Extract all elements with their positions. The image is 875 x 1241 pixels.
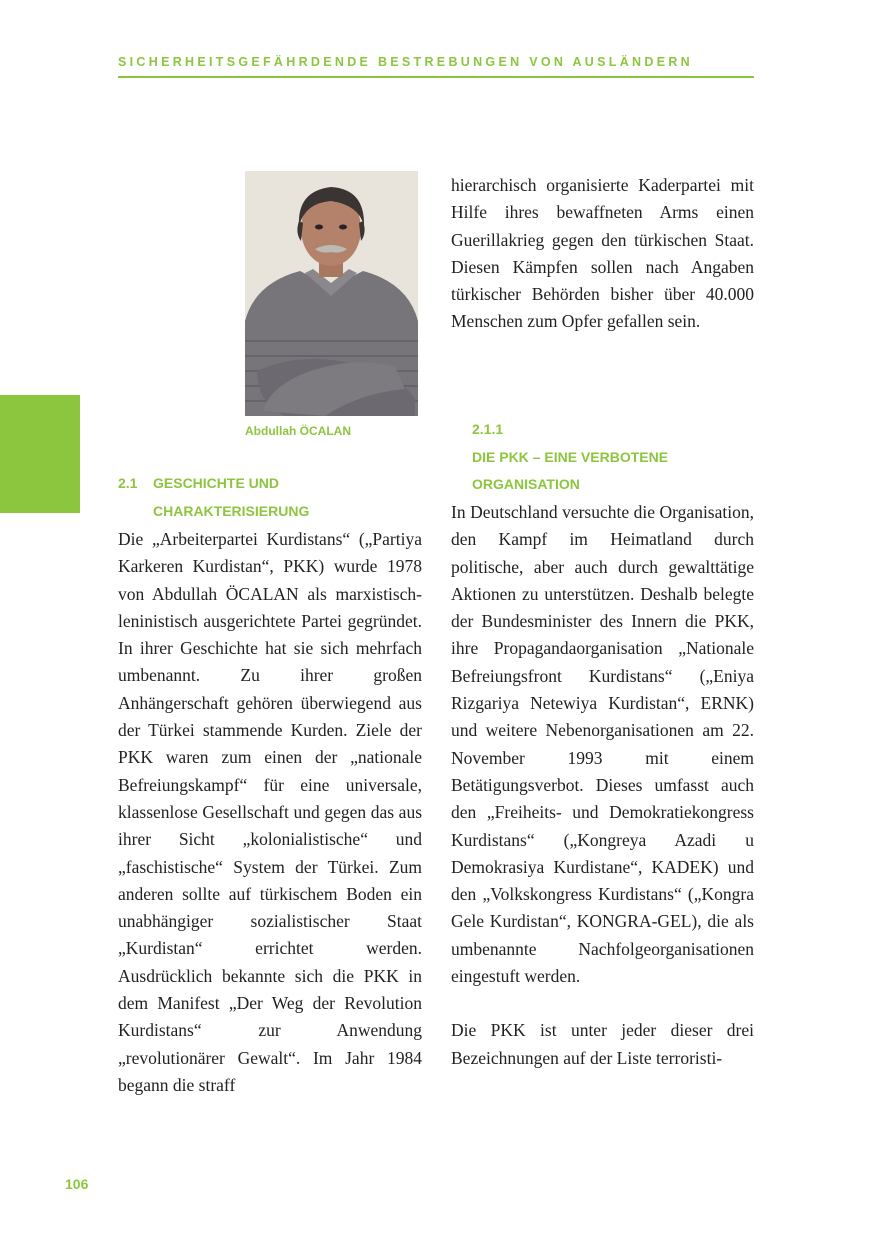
section-number: 2.1 (118, 475, 138, 491)
portrait-photo (245, 171, 418, 416)
section-2-1-1-heading (472, 416, 762, 499)
photo-caption: Abdullah ÖCALAN (245, 424, 351, 438)
section-title-line1: GESCHICHTE UND (153, 475, 280, 491)
side-tab-marker (0, 395, 80, 513)
left-column (118, 526, 422, 1099)
right-column-bottom (451, 499, 754, 1072)
section-2-1-1-paragraph-1: In Deutschland versuchte die Organisation, den Kampf im Heimatland durch politische, aber auch durch gewalttätige Aktionen zu unterstützen. Deshalb belegte der Bundesminister des Innern die PKK, ihre Propagandaorganisation „Nationale Befreiungsfront Kurdistans“ („Eniya Rizgariya Netewiya Kurdistan“, ERNK) und weitere Nebenorganisationen am 22. November 1993 mit einem Betätigungsverbot. Dieses umfasst auch den „Freiheits- und Demokratiekongress Kurdistans“ („Kongreya Azadi u Demokrasiya Kurdistane“, KADEK) und den „Volkskongress Kurdistans“ („Kongra Gele Kurdistan“, KONGRA-GEL), die als umbenannte Nachfolgeorganisationen eingestuft werden. (451, 502, 754, 987)
running-header: SICHERHEITSGEFÄHRDENDE BESTREBUNGEN VON AUSLÄNDERN (118, 55, 693, 69)
section-title-line2: CHARAKTERISIERUNG (153, 502, 310, 519)
section-number: 2.1.1 (472, 421, 504, 437)
section-2-1-1-paragraph-2: Die PKK ist unter jeder dieser drei Bezeichnungen auf der Liste terroristi- (451, 1020, 754, 1068)
right-column-top (451, 172, 754, 336)
section-2-1-body: Die „Arbeiterpartei Kurdistans“ („Partiya Karkeren Kurdistan“, PKK) wurde 1978 von Abdullah ÖCALAN als marxistisch-leninistisch ausgerichtete Partei gegründet. In ihrer Geschichte hat sie sich mehrfach umbenannt. Zu ihrer großen Anhängerschaft gehören überwiegend aus der Türkei stammende Kurden. Ziele der PKK waren zum einen der „nationale Befreiungskampf“ für eine universale, klassenlose Gesellschaft und gegen das aus ihrer Sicht „kolonialistische“ und „faschistische“ System der Türkei. Zum anderen sollte auf türkischem Boden ein unabhängiger sozialistischer Staat „Kurdistan“ errichtet werden. Ausdrücklich bekannte sich die PKK in dem Manifest „Der Weg der Revolution Kurdistans“ zur Anwendung „revolutionärer Gewalt“. Im Jahr 1984 begann die straff (118, 529, 422, 1095)
section-title-line1: DIE PKK – EINE VERBOTENE (472, 448, 669, 465)
section-2-1-heading (118, 470, 438, 525)
header-rule (118, 76, 754, 78)
section-title-line2: ORGANISATION (472, 476, 580, 492)
section-2-1-continuation: hierarchisch organisierte Kaderpartei mit Hilfe ihres bewaffneten Arms einen Guerillakrieg gegen den türkischen Staat. Diesen Kämpfen sollen nach Angaben türkischer Behörden bisher über 40.000 Menschen zum Opfer gefallen sein. (451, 175, 754, 332)
page-number: 106 (65, 1176, 89, 1192)
